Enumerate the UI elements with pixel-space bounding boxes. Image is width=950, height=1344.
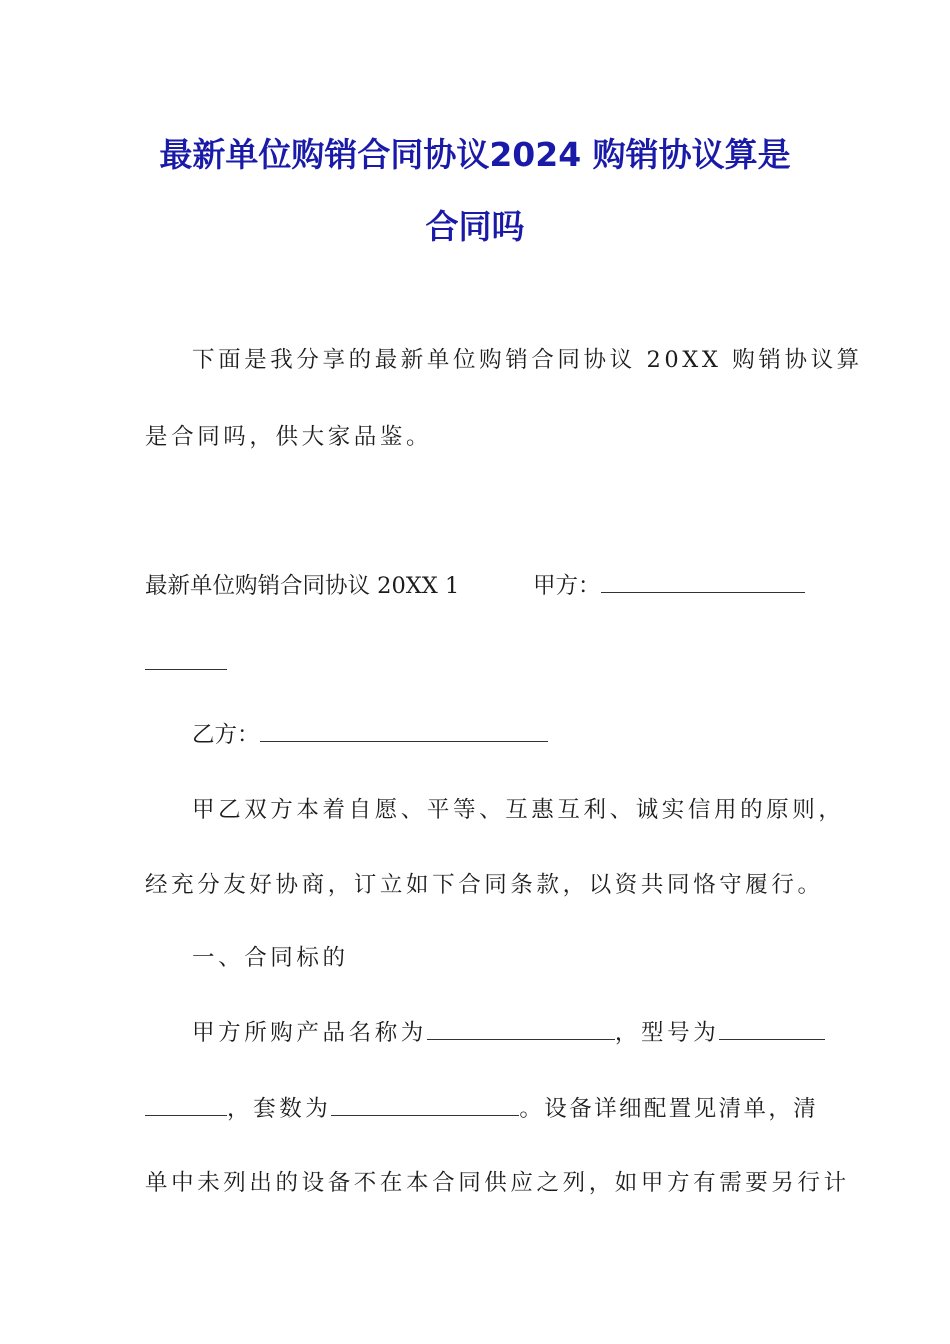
party-b-blank — [260, 723, 548, 742]
intro-paragraph-line1: 下面是我分享的最新单位购销合同协议 20XX 购销协议算 — [192, 347, 863, 373]
set-count-blank — [331, 1097, 519, 1116]
product-name-label: 甲方所购产品名称为 — [192, 1020, 427, 1046]
principle-line1: 甲乙双方本着自愿、平等、互惠互利、诚实信用的原则， — [192, 797, 845, 823]
section-heading: 最新单位购销合同协议 20XX 1 — [145, 573, 460, 599]
party-a-row — [533, 573, 805, 599]
party-a-label: 甲方： — [533, 573, 601, 599]
document-title-line1: 最新单位购销合同协议2024 购销协议算是 — [159, 135, 791, 174]
principle-line2: 经充分友好协商，订立如下合同条款，以资共同恪守履行。 — [145, 872, 824, 898]
party-a-blank-tail — [145, 651, 227, 670]
model-label: ，型号为 — [614, 1020, 720, 1046]
model-blank — [719, 1021, 825, 1040]
clause1-line3: 单中未列出的设备不在本合同供应之列，如甲方有需要另行计 — [145, 1170, 850, 1196]
model-blank-tail — [145, 1097, 227, 1116]
clause1-line1 — [192, 1020, 825, 1046]
party-a-blank — [601, 574, 805, 593]
set-count-label: ，套数为 — [227, 1096, 332, 1122]
party-a-blank-continued — [145, 650, 227, 676]
party-b-label: 乙方： — [192, 722, 260, 748]
clause1-heading: 一、合同标的 — [192, 945, 349, 971]
config-note: 。设备详细配置见清单，清 — [519, 1096, 819, 1122]
clause1-line2 — [145, 1096, 818, 1122]
section-heading-row — [145, 573, 459, 599]
document-title-line2: 合同吗 — [425, 207, 525, 246]
party-b-row — [192, 722, 548, 748]
product-name-blank — [427, 1021, 615, 1040]
intro-paragraph-line2: 是合同吗，供大家品鉴。 — [145, 424, 433, 450]
